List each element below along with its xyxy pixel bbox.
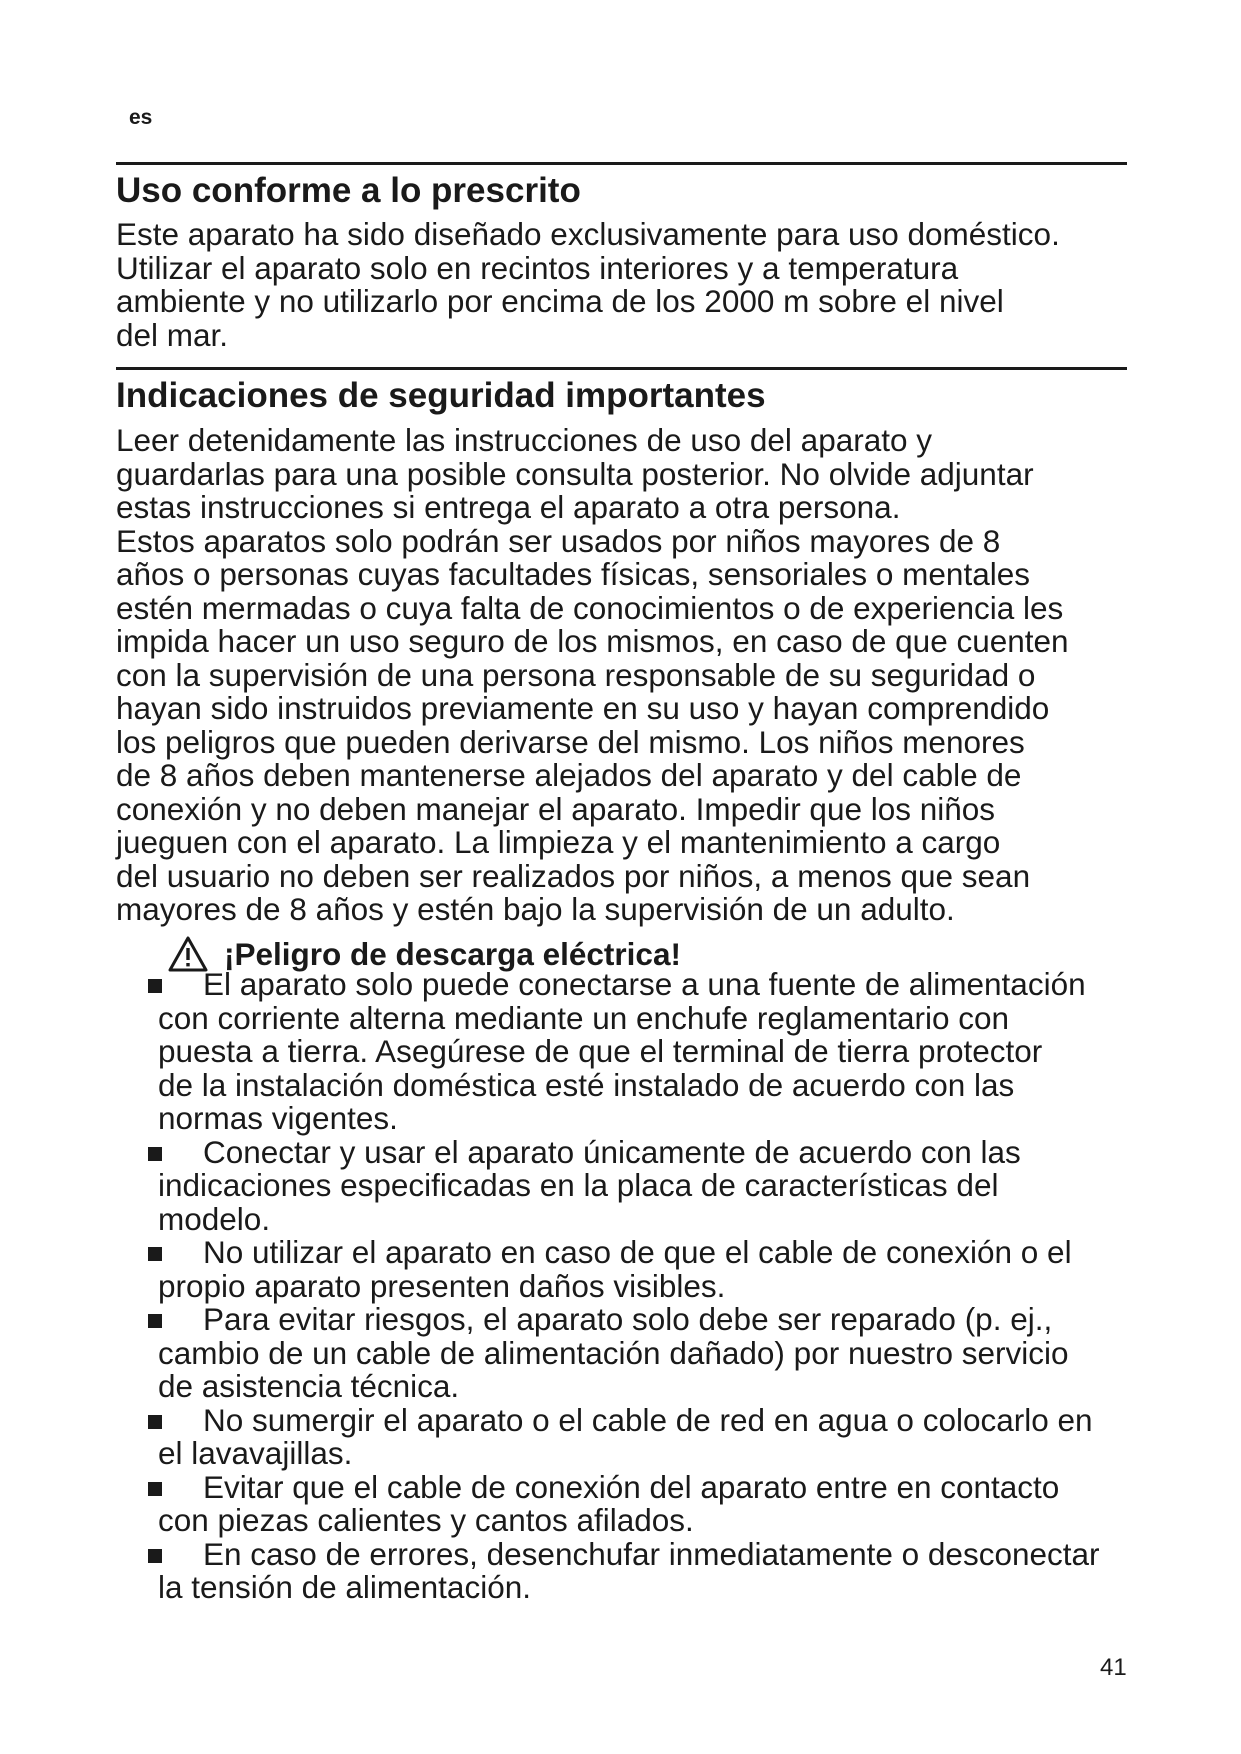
text-line: la tensión de alimentación. [158, 1569, 531, 1605]
text-line: de la instalación doméstica esté instalado de acuerdo con las [158, 1066, 1015, 1103]
text-line: el lavavajillas. [158, 1435, 353, 1471]
list-item [158, 1133, 1241, 1237]
text-line: indicaciones especificadas en la placa de características del [158, 1167, 999, 1203]
text-line: puesta a tierra. Asegúrese de que el terminal de tierra protector [158, 1033, 1043, 1069]
text-line: del usuario no deben ser realizados por niños, a menos que sean [116, 857, 1031, 894]
text-line: cambio de un cable de alimentación dañado) por nuestro servicio [158, 1334, 1069, 1371]
text-line: No sumergir el aparato o el cable de red en agua o colocarlo en [203, 1401, 1093, 1438]
text-line: con corriente alterna mediante un enchufe reglamentario con [158, 999, 1010, 1036]
text-line: ambiente y no utilizarlo por encima de los 2000 m sobre el nivel [116, 283, 1004, 319]
usage-paragraph [116, 218, 1060, 352]
text-line: del mar. [116, 316, 229, 353]
section-title-usage: Uso conforme a lo prescrito [116, 171, 581, 210]
text-line: Conectar y usar el aparato únicamente de acuerdo con las [203, 1133, 1021, 1170]
section-divider-safety [116, 367, 1127, 370]
text-line: conexión y no deben manejar el aparato. Impedir que los niños [116, 790, 996, 827]
text-line: con la supervisión de una persona responsable de su seguridad o [116, 656, 1036, 693]
list-item [158, 1236, 1241, 1303]
square-bullet-icon [148, 1415, 162, 1429]
text-line: impida hacer un uso seguro de los mismos, en caso de que cuenten [116, 623, 1069, 659]
text-line: El aparato solo puede conectarse a una fuente de alimentación [203, 966, 1086, 1002]
square-bullet-icon [148, 1314, 162, 1328]
text-line: mayores de 8 años y estén bajo la supervisión de un adulto. [116, 891, 955, 927]
text-line: Evitar que el cable de conexión del aparato entre en contacto [203, 1468, 1060, 1505]
list-item [158, 1535, 1241, 1605]
warning-triangle-icon [168, 936, 208, 972]
square-bullet-icon [148, 979, 162, 993]
text-line: hayan sido instruidos previamente en su uso y hayan comprendido [116, 690, 1050, 726]
text-line: Estos aparatos solo podrán ser usados por niños mayores de 8 [116, 522, 1001, 559]
text-line: En caso de errores, desenchufar inmediatamente o desconectar [203, 1535, 1100, 1572]
list-item [158, 968, 1241, 1136]
text-line: No utilizar el aparato en caso de que el cable de conexión o el [203, 1234, 1072, 1270]
square-bullet-icon [148, 1247, 162, 1261]
safety-bullet-list [0, 968, 1241, 1605]
text-line: Este aparato ha sido diseñado exclusivamente para uso doméstico. [116, 216, 1060, 252]
text-line: normas vigentes. [158, 1100, 398, 1136]
text-line: estén mermadas o cuya falta de conocimientos o de experiencia les [116, 589, 1064, 626]
list-item [158, 1468, 1241, 1538]
text-line: jueguen con el aparato. La limpieza y el mantenimiento a cargo [116, 824, 1001, 860]
text-line: propio aparato presenten daños visibles. [158, 1267, 726, 1304]
text-line: Leer detenidamente las instrucciones de uso del aparato y [116, 422, 933, 458]
text-line: con piezas calientes y cantos afilados. [158, 1502, 694, 1538]
text-line: estas instrucciones si entrega el aparato a otra persona. [116, 489, 901, 525]
language-code: es [129, 106, 153, 129]
square-bullet-icon [148, 1482, 162, 1496]
text-line: modelo. [158, 1200, 271, 1237]
page-number: 41 [1100, 1654, 1127, 1681]
section-title-safety: Indicaciones de seguridad importantes [116, 376, 766, 415]
text-line: Utilizar el aparato solo en recintos interiores y a temperatura [116, 249, 959, 286]
square-bullet-icon [148, 1549, 162, 1563]
square-bullet-icon [148, 1147, 162, 1161]
text-line: Para evitar riesgos, el aparato solo debe ser reparado (p. ej., [203, 1301, 1053, 1337]
warning-title: ¡Peligro de descarga eléctrica! [224, 935, 681, 972]
text-line: años o personas cuyas facultades físicas, sensoriales o mentales [116, 556, 1030, 592]
text-line: de asistencia técnica. [158, 1368, 460, 1404]
text-line: guardarlas para una posible consulta posterior. No olvide adjuntar [116, 455, 1034, 492]
text-line: de 8 años deben mantenerse alejados del aparato y del cable de [116, 757, 1022, 793]
text-line: los peligros que pueden derivarse del mismo. Los niños menores [116, 723, 1025, 760]
list-item [158, 1401, 1241, 1471]
list-item [158, 1303, 1241, 1404]
section-divider-usage [116, 162, 1127, 165]
safety-paragraph [116, 424, 1069, 927]
